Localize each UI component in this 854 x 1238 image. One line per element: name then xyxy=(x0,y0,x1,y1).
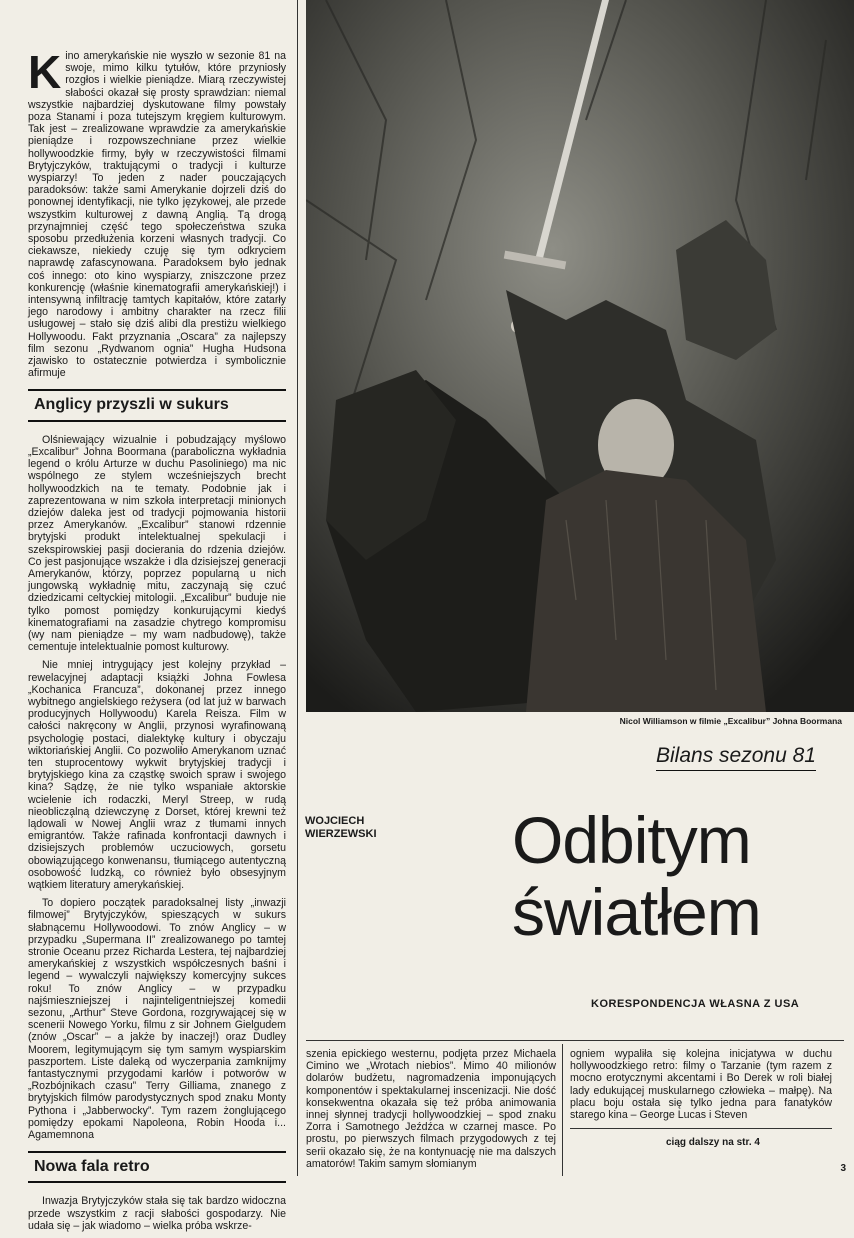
author-first-name: WOJCIECH xyxy=(305,815,365,827)
page-number: 3 xyxy=(840,1163,846,1174)
column-divider xyxy=(297,0,298,1176)
headline-line-2: światłem xyxy=(512,875,761,949)
section2-paragraph-1: Inwazja Brytyjczyków stała się tak bardzo widoczna przede wszystkim z racji słabości gospodarzy. Nie udała się – jak wiadomo – wielka próba wskrze- xyxy=(28,1195,286,1232)
right-column xyxy=(570,1048,832,1121)
intro-paragraph xyxy=(28,46,286,380)
continued-rule xyxy=(570,1128,832,1129)
section1-paragraph-3: To dopiero początek paradoksalnej listy „inwazji filmowej” Brytyjczyków, spieszących w sukurs słabnącemu Hollywoodowi. To znów Anglicy – w przypadku „Supermana II” zrealizowanego po tamtej stronie Oceanu przez Richarda Lestera, tej najbardziej amerykańskiej z wszystkich współczesnych baśni i legend – wywalczyli największy komercyjny sukces roku! To znów Anglicy – w przypadku najśmieszniejszej i najinteligentniejszej komedii sezonu, „Arthur” Steve Gordona, rozgrywającej się w scenerii Nowego Yorku, filmu z sir Johnem Gielgudem (znów „Oscar” – a jakże by inaczej!) oraz Dudley Moorem, legitymującym się tym samym wyspiarskim paszportem. Liste daleką od wyczerpania zamknijmy fantastycznymi przygodami karłów i potworów w „Rozbójnikach czasu” Terry Gilliama, znanego z brytyjskich filmów parodystycznych spod znaku Monty Pythona i „Jabberwocky”. Tym razem żonglującego pomiędzy epokami Napoleona, Robin Hooda i... Agamemnona xyxy=(28,897,286,1142)
left-column xyxy=(28,46,286,1238)
section-kicker: Bilans sezonu 81 xyxy=(656,744,816,771)
middle-column xyxy=(306,1048,556,1170)
drop-cap: K xyxy=(28,46,62,98)
mid-column-divider xyxy=(562,1044,563,1176)
right-column-text: ogniem wypaliła się kolejna inicjatywa w duchu hollywoodzkiego retro: filmy o Tarzanie (tym razem z mocno erotycznymi akcentami i Bo Derek w roli białej lady edukującej muskularnego człowieka – małpę). Na placu boju ostała się tylko jedna para fanatyków starego kina – George Lucas i Steven xyxy=(570,1048,832,1122)
intro-text: ino amerykańskie nie wyszło w sezonie 81 na swoje, mimo kilku tytułów, które przyniosły rozgłos i wielkie pieniądze. Miarą rzeczywistej słabości okazał się prosty sprawdzian: niemal wszystkie najbardziej dyskutowane filmy powstały poza Stanami i poza tutejszym kręgiem kulturowym. Tak jest – zrealizowane wprawdzie za amerykańskie pieniądze i rozpowszechniane przez wielkie hollywoodzkie firmy, były w rzeczywistości filmami Brytyjczyków, traktującymi o tradycji i kulturze wyspiarzy! To jeden z nader pouczających paradoksów: także sami Amerykanie dojrzeli dziś do ponownej identyfikacji, nie tylko językowej, ale przede wszystkim kulturowej z dawną Anglią. Tą drogą przynajmniej część tego społeczeństwa szuka sposobu przedłużenia korzeni własnych tradycji. Co ciekawsze, niekiedy czuję się tym odkryciem naprawdę zafascynowana. Paradoksem było jednak coś innego: oto kino wyspiarzy, zniszczone przez konkurencję (właśnie kinematografii amerykańskiej!) i intensywną infiltrację tamtych kapitałów, które zatarły jego narodowy i ambitny charakter na rzecz filii usługowej – stało się dziś alibi dla prestiżu wielkiego Hollywoodu. Fakt przyznania „Oscara” za najlepszy film sezonu „Rydwanom ognia” Hugha Hudsona zjawisko to ostatecznie potwierdza i symbolicznie afirmuje xyxy=(28,50,286,380)
section1-paragraph-2: Nie mniej intrygujący jest kolejny przykład – rewelacyjnej adaptacji książki Johna Fowlesa „Kochanica Francuza”, dokonanej przez innego wybitnego angielskiego reżysera (od lat już w barwach producyjnych Hollywoodu) Karela Reisza. Film w całości nakręcony w Anglii, przynosi wyrafinowaną psychologię postaci, dialektykę kultury i obyczaju wiktoriańskiej Anglii. Co pozwoliło Amerykanom uznać ten stuprocentowy wykwit brytyjskiej tradycji i brytyjskiego kina za cząstkę swoich spraw i swojego kina? Sądzę, że nie tylko wspaniałe aktorskie wcielenie ich rodaczki, Meryl Streep, w rudą nieoblicza̧lną dziewczynę z Dorset, której krewni też lądowali w Nowej Anglii wraz z tłumami innych emigrantów. Także rafinada konfrontacji dawnych i dzisiejszych problemów uczuciowych, gorsetu obowiązującego konwenansu, tłumiącego autentyczną osobowość ludzką, co również było obsesyjnym wątkiem literatury amerykańskiej. xyxy=(28,659,286,891)
article-rule xyxy=(306,1040,844,1041)
photo-caption: Nicol Williamson w filmie „Excalibur” Johna Boormana xyxy=(619,716,842,726)
continued-note: ciąg dalszy na str. 4 xyxy=(666,1137,760,1148)
correspondence-label: KORESPONDENCJA WŁASNA Z USA xyxy=(591,998,800,1010)
section-heading-2: Nowa fala retro xyxy=(28,1151,286,1183)
headline-line-1: Odbitym xyxy=(512,803,751,877)
section-heading-1: Anglicy przyszli w sukurs xyxy=(28,389,286,421)
excalibur-photo xyxy=(306,0,854,712)
section1-paragraph-1: Olśniewający wizualnie i pobudzający myślowo „Excalibur” Johna Boormana (paraboliczna wykładnia legend o królu Arturze w duchu Pasoliniego) ma nic wspólnego ze stylem wcześniejszych brecht hollywoodzkich na te tematy. Podobnie jak i zaprezentowana w nim szkoła interpretacji minionych dziejów daleka jest od tradycji pojmowania historii przez Amerykanów. „Excalibur” stanowi rdzennie brytyjski produkt intelektualnej spekulacji i szekspirowskiej pasji docierania do rdzenia dziejów. Co jest pasjonujące wszakże i dla dzisiejszej generacji Amerykanów, którzy, poprzez popularną u nich jungowską wykładnię mitu, zaczynają się czuć dziedzicami celtyckiej mitologii. „Excalibur” buduje nie tylko pomost pomiędzy konkurującymi kiedyś kinematografiami na zasadzie chytrego kompromisu (wy nam pieniądze – my wam nadbudowę), także cementuje intelektualnie pomost kulturowy. xyxy=(28,433,286,654)
middle-column-text: szenia epickiego westernu, podjęta przez Michaela Cimino we „Wrotach niebios”. Mimo 40 milionów dolarów budżetu, nagromadzenia imponujących komponentów i spektakularnej inscenizacji. Nie dość konsekwentna okazała się też próba animowania innej słynnej tradycji hollywoodzkiej – spod znaku Zorra i Samotnego Jeźdźca w czarnej masce. Po prostu, po pierwszych filmach przygodowych z tej serii okazało się, że na kontynuację nie ma dalszych amatorów! Takim samym słomianym xyxy=(306,1048,556,1170)
article-headline xyxy=(512,804,761,948)
author-last-name: WIERZEWSKI xyxy=(305,828,377,840)
author-name xyxy=(305,815,425,841)
photo-illustration xyxy=(306,0,854,712)
